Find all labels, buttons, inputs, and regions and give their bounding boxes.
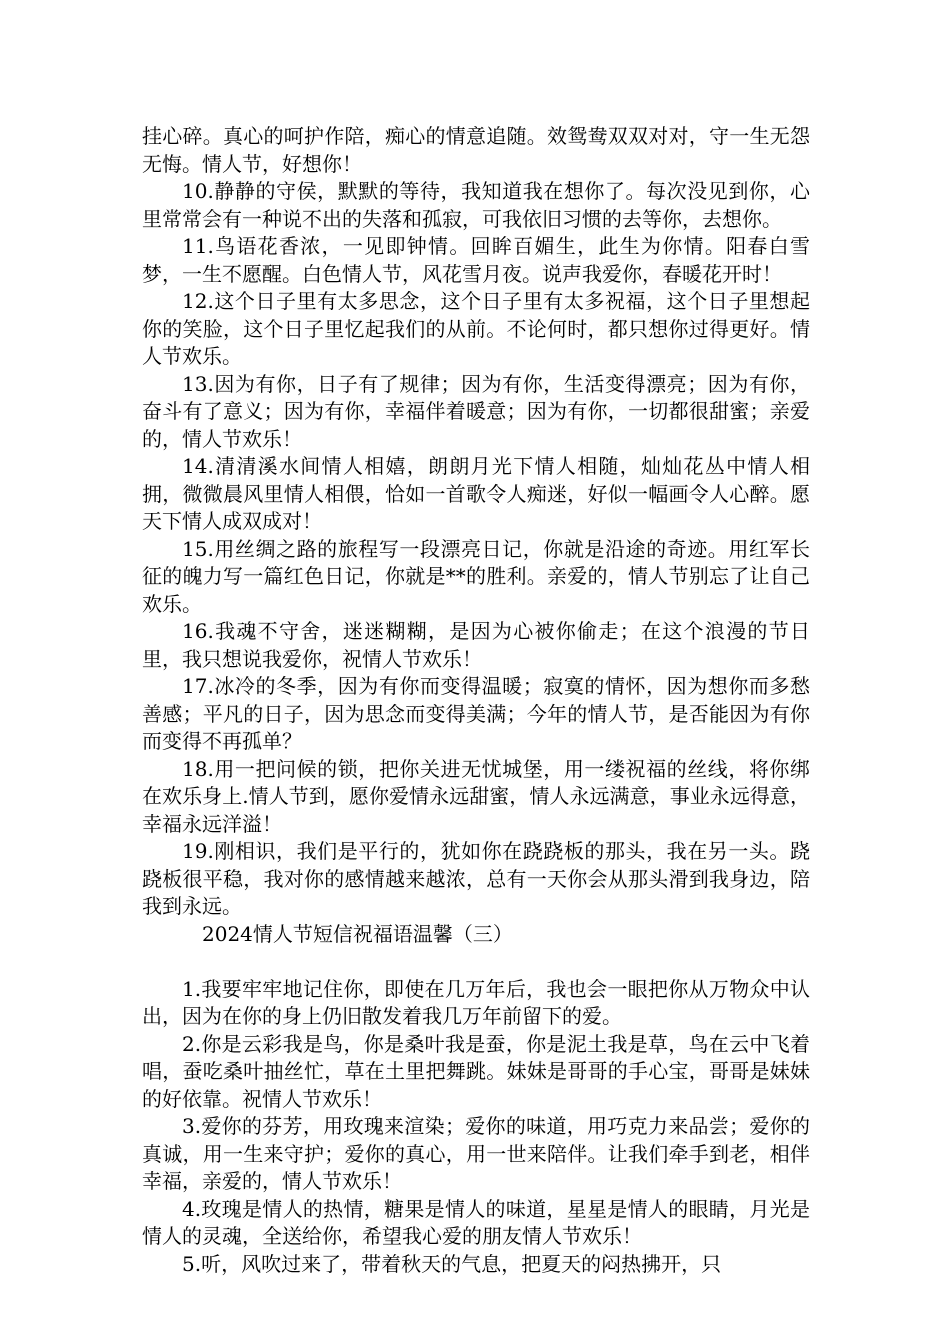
paragraph: 10.静静的守侯，默默的等待，我知道我在想你了。每次没见到你，心里常常会有一种说不出的失落和孤寂，可我依旧习惯的去等你，去想你。: [142, 179, 810, 231]
paragraph: 挂心碎。真心的呵护作陪，痴心的情意追随。效鸳鸯双双对对，守一生无怨无悔。情人节，好想你！: [142, 124, 810, 176]
paragraph: 17.冰冷的冬季，因为有你而变得温暖；寂寞的情怀，因为想你而多愁善感；平凡的日子，因为思念而变得美满；今年的情人节，是否能因为有你而变得不再孤单？: [142, 674, 810, 753]
paragraph: 11.鸟语花香浓，一见即钟情。回眸百媚生，此生为你情。阳春白雪梦，一生不愿醒。白色情人节，风花雪月夜。说声我爱你，春暖花开时！: [142, 234, 810, 286]
section-b: [142, 976, 810, 1279]
paragraph: 19.刚相识，我们是平行的，犹如你在跷跷板的那头，我在另一头。跷跷板很平稳，我对你的感情越来越浓，总有一天你会从那头滑到我身边，陪我到永远。: [142, 839, 810, 918]
paragraph: 15.用丝绸之路的旅程写一段漂亮日记，你就是沿途的奇迹。用红军长征的魄力写一篇红色日记，你就是**的胜利。亲爱的，情人节别忘了让自己欢乐。: [142, 536, 810, 616]
document-page: [142, 123, 810, 1278]
section-heading: 2024情人节短信祝福语温馨（三）: [202, 921, 513, 946]
paragraph: 4.玫瑰是情人的热情，糖果是情人的味道，星星是情人的眼睛，月光是情人的灵魂，全送给你，希望我心爱的朋友情人节欢乐！: [142, 1196, 810, 1248]
paragraph: 13.因为有你，日子有了规律；因为有你，生活变得漂亮；因为有你，奋斗有了意义；因为有你，幸福伴着暖意；因为有你，一切都很甜蜜；亲爱的，情人节欢乐！: [142, 371, 810, 451]
paragraph: 12.这个日子里有太多思念，这个日子里有太多祝福，这个日子里想起你的笑脸，这个日子里忆起我们的从前。不论何时，都只想你过得更好。情人节欢乐。: [142, 289, 810, 368]
paragraph: 3.爱你的芬芳，用玫瑰来渲染；爱你的味道，用巧克力来品尝；爱你的真诚，用一生来守护；爱你的真心，用一世来陪伴。让我们牵手到老，相伴幸福，亲爱的，情人节欢乐！: [142, 1114, 810, 1193]
paragraph: 14.清清溪水间情人相嬉，朗朗月光下情人相随，灿灿花丛中情人相拥，微微晨风里情人相偎，恰如一首歌令人痴迷，好似一幅画令人心醉。愿天下情人成双成对！: [142, 454, 810, 533]
paragraph: 18.用一把问候的锁，把你关进无忧城堡，用一缕祝福的丝线，将你绑在欢乐身上.情人节到，愿你爱情永远甜蜜，情人永远满意，事业永远得意，幸福永远洋溢！: [142, 756, 810, 836]
paragraph: 5.听，风吹过来了，带着秋天的气息，把夏天的闷热拂开，只: [182, 1251, 722, 1276]
paragraph: 16.我魂不守舍，迷迷糊糊，是因为心被你偷走；在这个浪漫的节日里，我只想说我爱你，祝情人节欢乐！: [142, 619, 810, 671]
blank-line: [142, 948, 810, 976]
section-a: [142, 123, 810, 921]
paragraph: 1.我要牢牢地记住你，即使在几万年后，我也会一眼把你从万物众中认出，因为在你的身上仍旧散发着我几万年前留下的爱。: [142, 976, 810, 1028]
paragraph: 2.你是云彩我是鸟，你是桑叶我是蚕，你是泥土我是草，鸟在云中飞着唱，蚕吃桑叶抽丝忙，草在土里把舞跳。妹妹是哥哥的手心宝，哥哥是妹妹的好依靠。祝情人节欢乐！: [142, 1031, 810, 1111]
